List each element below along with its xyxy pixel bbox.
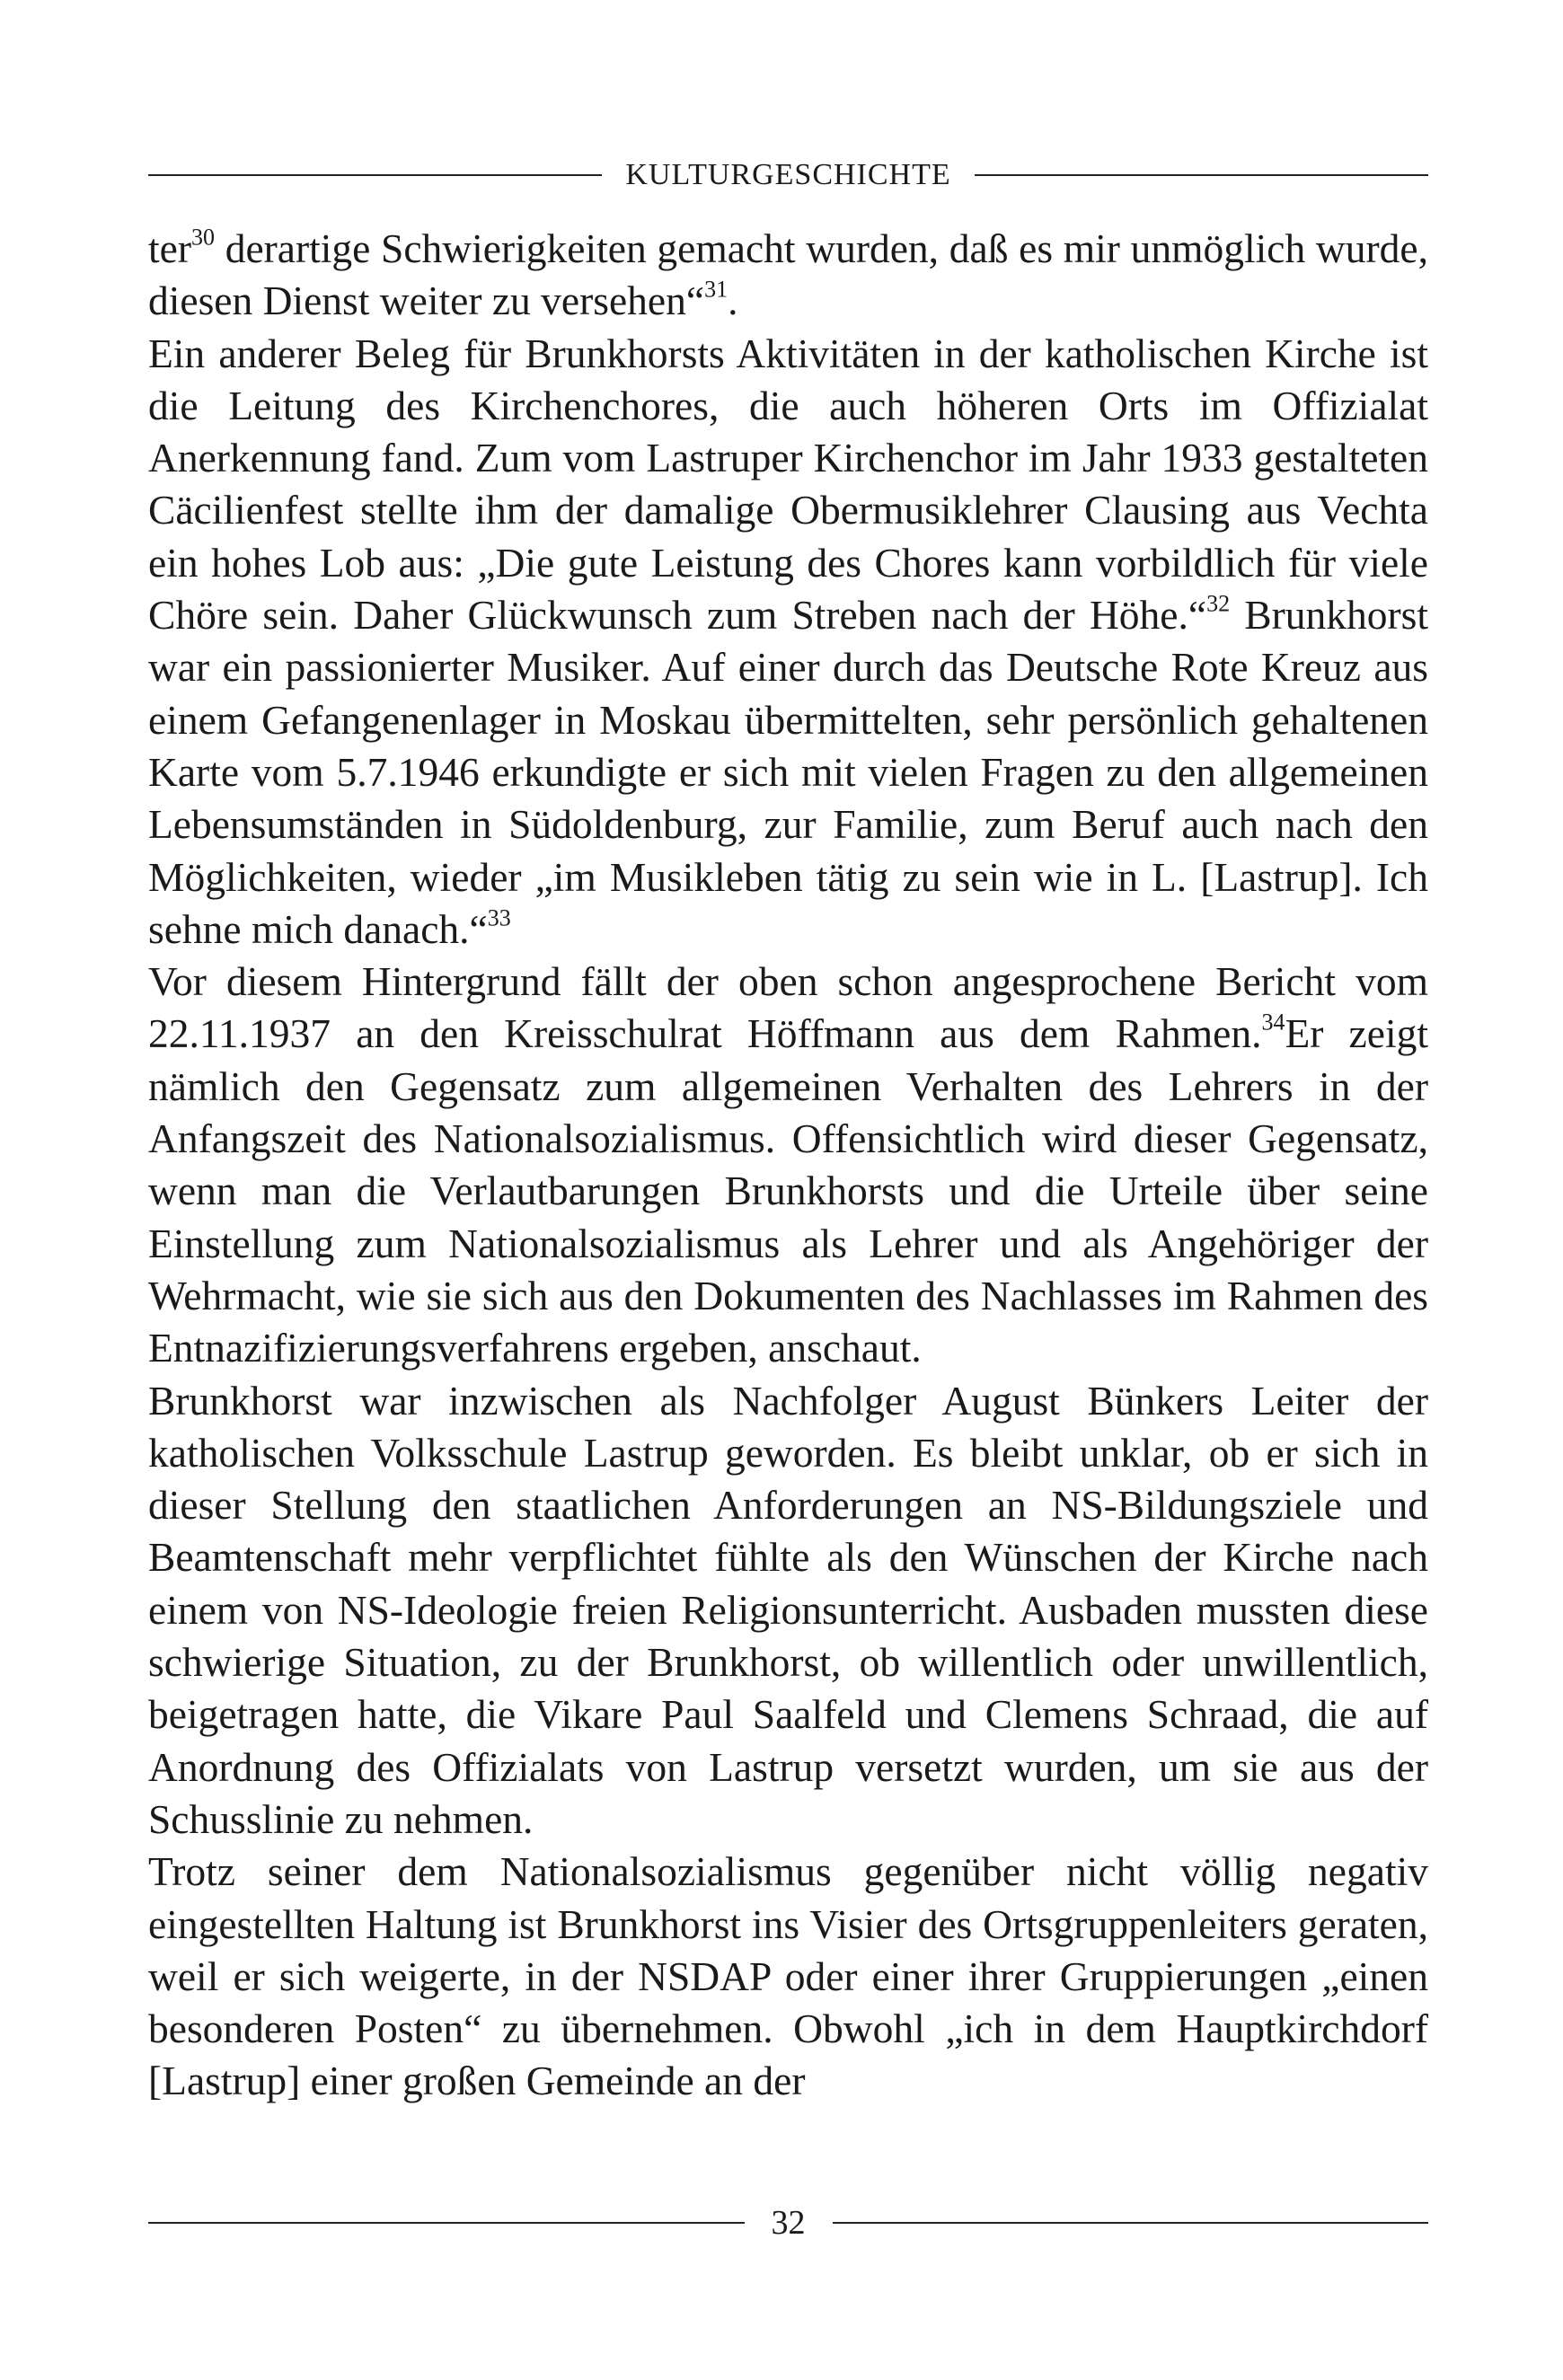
paragraph [148,328,1428,956]
paragraph [148,223,1428,328]
footnote-ref: 32 [1206,590,1231,617]
paragraph [148,1846,1428,2107]
footnote-ref: 34 [1261,1009,1285,1036]
text-run: derartige Schwierigkeiten gemacht wurden, daß es mir unmöglich wurde, diesen Dienst weiter zu versehen“ [148,225,1428,324]
footnote-ref: 31 [704,276,729,303]
text-run: Ein anderer Beleg für Brunkhorsts Aktivitäten in der katholischen Kirche ist die Leitung des Kirchenchores, die auch höheren Orts im Offizialat Anerkennung fand. Zum vom Lastruper Kirchenchor im Jahr 1933 gestalteten Cäcilienfest stellte ihm der damalige Obermusiklehrer Clausing aus Vechta ein hohes Lob aus: „Die gute Leistung des Chores kann vorbildlich für viele Chöre sein. Daher Glückwunsch zum Streben nach der Höhe.“ [148,330,1428,639]
text-run: Brunkhorst war ein passionierter Musiker. Auf einer durch das Deutsche Rote Kreuz aus einem Gefangenenlager in Moskau übermittelten, sehr persönlich gehaltenen Karte vom 5.7.1946 erkundigte er sich mit vielen Fragen zu den allgemeinen Lebensumständen in Südoldenburg, zur Familie, zum Beruf auch nach den Möglichkeiten, wieder „im Musikleben tätig zu sein wie in L. [Lastrup]. Ich sehne mich danach.“ [148,592,1429,952]
page-footer [148,2200,1428,2245]
footer-rule-right [833,2222,1429,2224]
footer-rule-left [148,2222,745,2224]
text-run: ter [148,225,191,271]
body-text [148,223,1428,2108]
text-run: Brunkhorst war inzwischen als Nachfolger August Bünkers Leiter der katholischen Volksschule Lastrup geworden. Es bleibt unklar, ob er sich in dieser Stellung den staatlichen Anforderungen an NS-Bildungsziele und Beamtenschaft mehr verpflichtet fühlte als den Wünschen der Kirche nach einem von NS-Ideologie freien Religionsunterricht. Ausbaden mussten diese schwierige Situation, zu der Brunkhorst, ob willentlich oder unwillentlich, beigetragen hatte, die Vikare Paul Saalfeld und Clemens Schraad, die auf Anordnung des Offizialats von Lastrup versetzt wurden, um sie aus der Schusslinie zu nehmen. [148,1377,1428,1842]
header-rule-right [975,174,1428,176]
text-run: Er zeigt nämlich den Gegensatz zum allgemeinen Verhalten des Lehrers in der Anfangszeit des Nationalsozialismus. Offensichtlich wird dieser Gegensatz, wenn man die Verlautbarungen Brunkhorsts und die Urteile über seine Einstellung zum Nationalsozialismus als Lehrer und als Angehöriger der Wehrmacht, wie sie sich aus den Dokumenten des Nachlasses im Rahmen des Entnazifizierungsverfahrens ergeben, anschaut. [148,1010,1428,1371]
paragraph [148,956,1428,1374]
text-run: . [728,278,738,324]
footnote-ref: 30 [191,224,215,251]
text-run: Vor diesem Hintergrund fällt der oben schon angesprochene Bericht vom 22.11.1937 an den Kreisschulrat Höffmann aus dem Rahmen. [148,958,1428,1057]
footnote-ref: 33 [487,904,511,931]
running-header [148,153,1428,198]
text-run: Trotz seiner dem Nationalsozialismus gegenüber nicht völlig negativ eingestellten Haltung ist Brunkhorst ins Visier des Ortsgruppenleiters geraten, weil er sich weigerte, in der NSDAP oder einer ihrer Gruppierungen „einen besonderen Posten“ zu übernehmen. Obwohl „ich in dem Hauptkirchdorf [Lastrup] einer großen Gemeinde an der [148,1848,1428,2104]
page-number: 32 [771,2204,806,2242]
header-title: KULTURGESCHICHTE [625,158,951,191]
header-rule-left [148,174,602,176]
paragraph [148,1375,1428,1847]
